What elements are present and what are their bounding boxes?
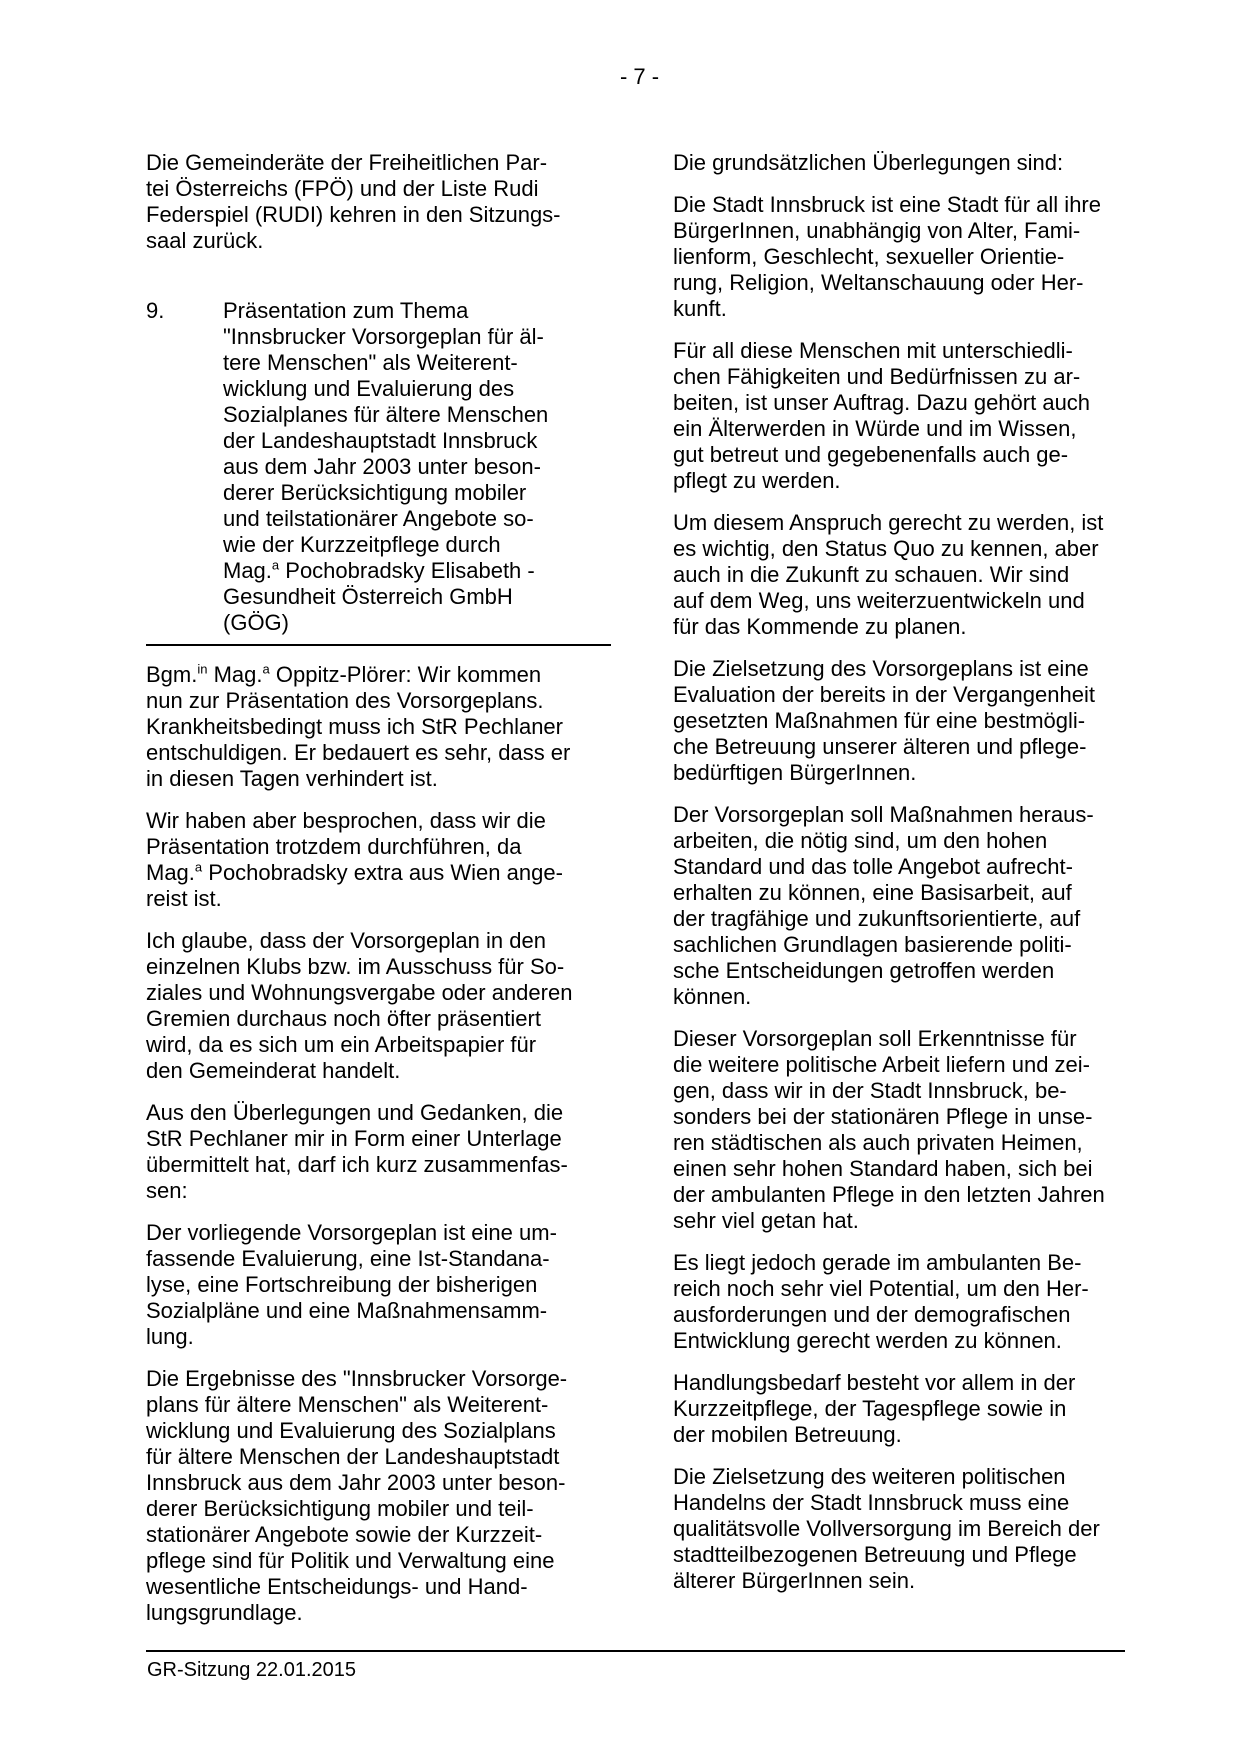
paragraph: Handlungsbedarf besteht vor allem in der Kurzzeitpflege, der Tagespflege sowie in der mobilen Betreuung. (673, 1370, 1076, 1447)
footer-divider (146, 1650, 1125, 1652)
paragraph-intro: Die Gemeinderäte der Freiheitlichen Par- tei Österreichs (FPÖ) und der Liste Rudi Federspiel (RUDI) kehren in den Sitzungs- saal zurück. (146, 150, 561, 253)
footer-text: GR-Sitzung 22.01.2015 (147, 1659, 357, 1681)
speech-paragraph: Aus den Überlegungen und Gedanken, die StR Pechlaner mir in Form einer Unterlage übermittelt hat, darf ich kurz zusammenfas- sen: (146, 1100, 568, 1203)
paragraph: Die Zielsetzung des Vorsorgeplans ist eine Evaluation der bereits in der Vergangenheit gesetzten Maßnahmen für eine bestmögli- che Betreuung unserer älteren und pflege- bedürftigen BürgerInnen. (673, 656, 1095, 785)
agenda-item-title: Präsentation zum Thema "Innsbrucker Vorsorgeplan für äl- tere Menschen" als Weiterent- wicklung und Evaluierung des Sozialplanes für ältere Menschen der Landeshauptstadt Innsbruck aus dem Jahr 2003 unter beson- derer Berücksichtigung mobiler und teilstationärer Angebote so- wie der Kurzzeitpflege durch Mag.$^a$ Pochobradsky Elisabeth - Gesundheit Österreich GmbH (GÖG) (223, 298, 549, 635)
page-number: - 7 - (619, 64, 660, 89)
paragraph: Für all diese Menschen mit unterschiedli- chen Fähigkeiten und Bedürfnissen zu ar- beiten, ist unser Auftrag. Dazu gehört auch ein Älterwerden in Würde und im Wissen, gut betreut und gegebenenfalls auch ge- pflegt zu werden. (673, 338, 1091, 493)
speech-paragraph: Wir haben aber besprochen, dass wir die Präsentation trotzdem durchführen, da Mag.$^a$ Pochobradsky extra aus Wien ange- reist ist. (146, 808, 563, 911)
agenda-item-number: 9. (146, 298, 165, 323)
paragraph: Der Vorsorgeplan soll Maßnahmen heraus- arbeiten, die nötig sind, um den hohen Standard und das tolle Angebot aufrecht- erhalten zu können, eine Basisarbeit, auf der tragfähige und zukunftsorientierte, auf sachlichen Grundlagen basierende politi- sche Entscheidungen getroffen werden können. (673, 802, 1094, 1009)
paragraph: Um diesem Anspruch gerecht zu werden, ist es wichtig, den Status Quo zu kennen, aber auch in die Zukunft zu schauen. Wir sind auf dem Weg, uns weiterzuentwickeln und für das Kommende zu planen. (673, 510, 1104, 639)
paragraph: Es liegt jedoch gerade im ambulanten Be- reich noch sehr viel Potential, um den Her- ausforderungen und der demografischen Entwicklung gerecht werden zu können. (673, 1250, 1089, 1353)
left-column (146, 150, 611, 1642)
paragraph: Die Stadt Innsbruck ist eine Stadt für all ihre BürgerInnen, unabhängig von Alter, Fami- lienform, Geschlecht, sexueller Orientie- rung, Religion, Weltanschauung oder Her- kunft. (673, 192, 1101, 321)
speech-paragraph: Bgm.$^{in}$ Mag.$^a$ Oppitz-Plörer: Wir kommen nun zur Präsentation des Vorsorgeplans. Krankheitsbedingt muss ich StR Pechlaner entschuldigen. Er bedauert es sehr, dass er in diesen Tagen verhindert ist. (146, 661, 571, 791)
speech-paragraph: Der vorliegende Vorsorgeplan ist eine um- fassende Evaluierung, eine Ist-Standana- lyse, eine Fortschreibung der bisherigen Sozialpläne und eine Maßnahmensamm- lung. (146, 1220, 557, 1349)
paragraph: Die grundsätzlichen Überlegungen sind: (673, 150, 1064, 175)
right-column (673, 150, 1138, 1610)
paragraph: Dieser Vorsorgeplan soll Erkenntnisse für die weitere politische Arbeit liefern und zei- gen, dass wir in der Stadt Innsbruck, be- sonders bei der stationären Pflege in unse- ren städtischen als auch privaten Heimen, einen sehr hohen Standard haben, sich bei der ambulanten Pflege in den letzten Jahren sehr viel getan hat. (673, 1026, 1105, 1233)
paragraph: Die Zielsetzung des weiteren politischen Handelns der Stadt Innsbruck muss eine qualitätsvolle Vollversorgung im Bereich der stadtteilbezogenen Betreuung und Pflege älterer BürgerInnen sein. (673, 1464, 1100, 1593)
agenda-item-9 (146, 298, 611, 646)
speech-paragraph: Ich glaube, dass der Vorsorgeplan in den einzelnen Klubs bzw. im Ausschuss für So- ziales und Wohnungsvergabe oder anderen Gremien durchaus noch öfter präsentiert wird, da es sich um ein Arbeitspapier für den Gemeinderat handelt. (146, 928, 573, 1083)
speech-paragraph: Die Ergebnisse des "Innsbrucker Vorsorge- plans für ältere Menschen" als Weiterent- wicklung und Evaluierung des Sozialplans für ältere Menschen der Landeshauptstadt Innsbruck aus dem Jahr 2003 unter beson- derer Berücksichtigung mobiler und teil- stationärer Angebote sowie der Kurzzeit- pflege sind für Politik und Verwaltung eine wesentliche Entscheidungs- und Hand- lungsgrundlage. (146, 1366, 568, 1625)
